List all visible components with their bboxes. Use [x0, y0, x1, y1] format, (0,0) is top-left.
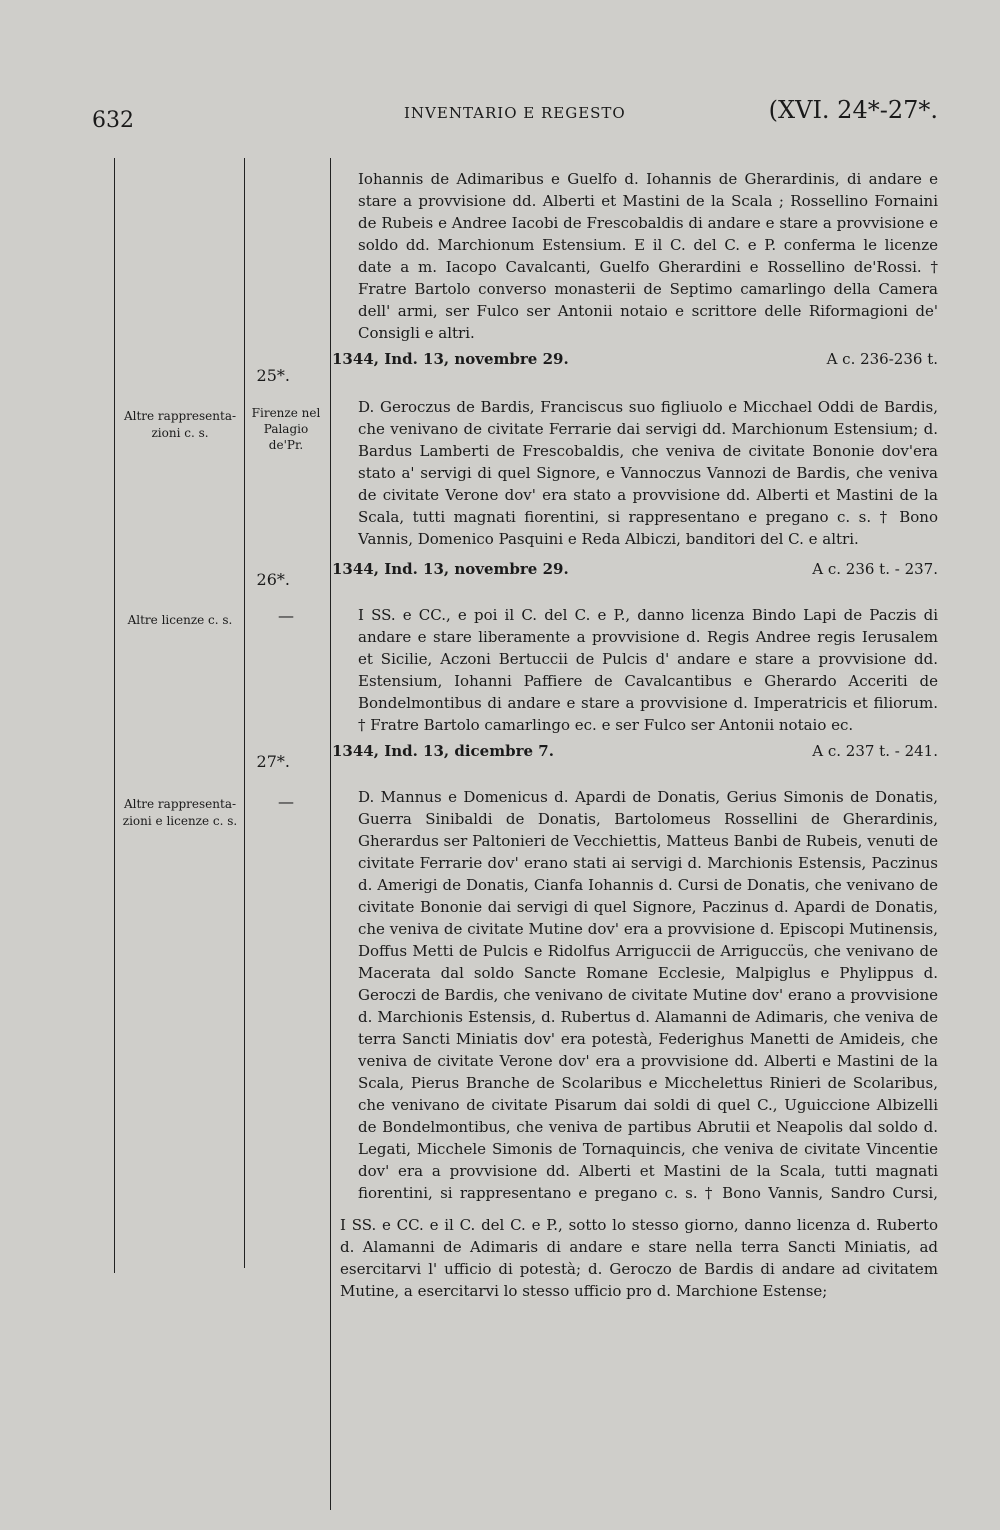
place-note: Firenze nel Palagio de'Pr.	[251, 406, 321, 452]
entry-heading	[332, 742, 938, 760]
entry-archive-reference: A c. 237 t. - 241.	[812, 742, 938, 760]
entry-number: 25*.	[256, 366, 290, 385]
final-paragraph: I SS. e CC. e il C. del C. e P., sotto lo stesso giorno, danno licenza d. Ruberto d. Alamanni de Adimaris di andare e stare nella terra Sancti Miniatis, ad esercitarvi l' ufficio di potestà; d. Geroczo de Bardis di andare ad civitatem Mutine, a esercitarvi lo stesso ufficio pro d. Marchione Estense;	[340, 1216, 938, 1300]
entry-text: D. Mannus e Domenicus d. Apardi de Donatis, Gerius Simonis de Donatis, Guerra Sinibaldi de Donatis, Bartolomeus Rossellini de Gherardinis, Gherardus ser Paltonieri de Vecchiettis, Matteus Banbi de Rubeis, venuti de civitate Ferrarie dov' erano stati ai servigi d. Marchionis Estensis, Paczinus d. Amerigi de Donatis, Cianfa Iohannis d. Cursi de Donatis, che venivano de civitate Bononie dai servigi di quel Signore, Paczinus d. Apardi de Donatis, che veniva de civitate Mutine dov' era a provvisione d. Episcopi Mutinensis, Doffus Metti de Pulcis e Ridolfus Arriguccii de Arriguccüs, che venivano de Macerata dal soldo Sancte Romane Ecclesie, Malpiglus e Phylippus d. Geroczi de Bardis, che venivano de civitate Mutine dov' erano a provvisione d. Marchionis Estensis, d. Rubertus d. Alamanni de Adimaris, che veniva de terra Sancti Miniatis dov' era potestà, Federighus Manetti de Amideis, che veniva de civitate Verone dov' era a provvisione dd. Alberti e Mastini de la Scala, Pierus Branche de Scolaribus e Micchelettus Rinieri de Scolaribus, che venivano de civitate Pisarum dai soldi di quel C., Uguiccione Albizelli de Bondelmontibus, che veniva de partibus Abrutii et Neapolis dal soldo d. Legati, Micchele Simonis de Tornaquincis, che veniva de civitate Vincentie dov' era a provvisione dd. Alberti et Mastini de la Scala, tutti magnati fiorentini, si rappresentano e pregano c. s. † Bono Vannis, Sandro Cursi,	[358, 788, 938, 1202]
running-title: INVENTARIO E REGESTO	[404, 104, 626, 122]
margin-column-left-rule	[114, 158, 115, 1273]
margin-note: Altre rappresenta-zioni e licenze c. s.	[122, 797, 238, 828]
entry-heading	[332, 560, 938, 578]
margin-note: Altre licenze c. s.	[127, 613, 233, 627]
entry-archive-reference: A c. 236 t. - 237.	[812, 560, 938, 578]
place-column-divider-rule	[330, 158, 331, 1510]
entry-date: 1344, Ind. 13, dicembre 7.	[332, 742, 554, 760]
entry-date: 1344, Ind. 13, novembre 29.	[332, 560, 569, 578]
page-number: 632	[92, 108, 134, 133]
entry-archive-reference: A c. 236-236 t.	[826, 350, 938, 368]
entry-text: D. Geroczus de Bardis, Franciscus suo figliuolo e Micchael Oddi de Bardis, che venivano de civitate Ferrarie dai servigi dd. Marchionum Estensium; d. Bardus Lamberti de Frescobaldis, che veniva de civitate Bononie dov'era stato a' servigi di quel Signore, e Vannoczus Vannozi de Bardis, che veniva de civitate Verone dov' era stato a provvisione dd. Alberti et Mastini de la Scala, tutti magnati fiorentini, si rappresentano e pregano c. s. † Bono Vannis, Domenico Pasquini e Reda Albiczi, banditori del C. e altri.	[358, 398, 938, 548]
page-header	[0, 96, 1000, 136]
margin-note: Altre rappresenta-zioni c. s.	[123, 409, 237, 440]
place-note: —	[278, 606, 294, 625]
place-note: —	[278, 792, 294, 811]
continuation-paragraph: Iohannis de Adimaribus e Guelfo d. Iohannis de Gherardinis, di andare e stare a provvisione dd. Alberti et Mastini de la Scala ; Rossellino Fornaini de Rubeis e Andree Iacobi de Frescobaldis di andare e stare a provvisione e soldo dd. Marchionum Estensium. E il C. del C. e P. conferma le licenze date a m. Iacopo Cavalcanti, Guelfo Gherardini e Rossellino de'Rossi. † Fratre Bartolo converso monasterii de Septimo camarlingo della Camera dell' armi, ser Fulco ser Antonii notaio e scrittore delle Riformagioni de' Consigli e altri.	[358, 170, 938, 342]
margin-column-divider-rule	[244, 158, 245, 1268]
entry-number: 27*.	[256, 752, 290, 771]
section-reference: (XVI. 24*-27*.	[768, 96, 938, 124]
entry-date: 1344, Ind. 13, novembre 29.	[332, 350, 569, 368]
entry-number: 26*.	[256, 570, 290, 589]
entry-heading	[332, 350, 938, 368]
entry-text: I SS. e CC., e poi il C. del C. e P., danno licenza Bindo Lapi de Paczis di andare e stare liberamente a provvisione d. Regis Andree regis Ierusalem et Sicilie, Aczoni Bertuccii de Pulcis d' andare e stare a provvisione dd. Estensium, Iohanni Paffiere de Cavalcantibus e Gherardo Acceriti de Bondelmontibus di andare e stare a provvisione d. Imperatricis et filiorum. † Fratre Bartolo camarlingo ec. e ser Fulco ser Antonii notaio ec.	[358, 606, 938, 734]
